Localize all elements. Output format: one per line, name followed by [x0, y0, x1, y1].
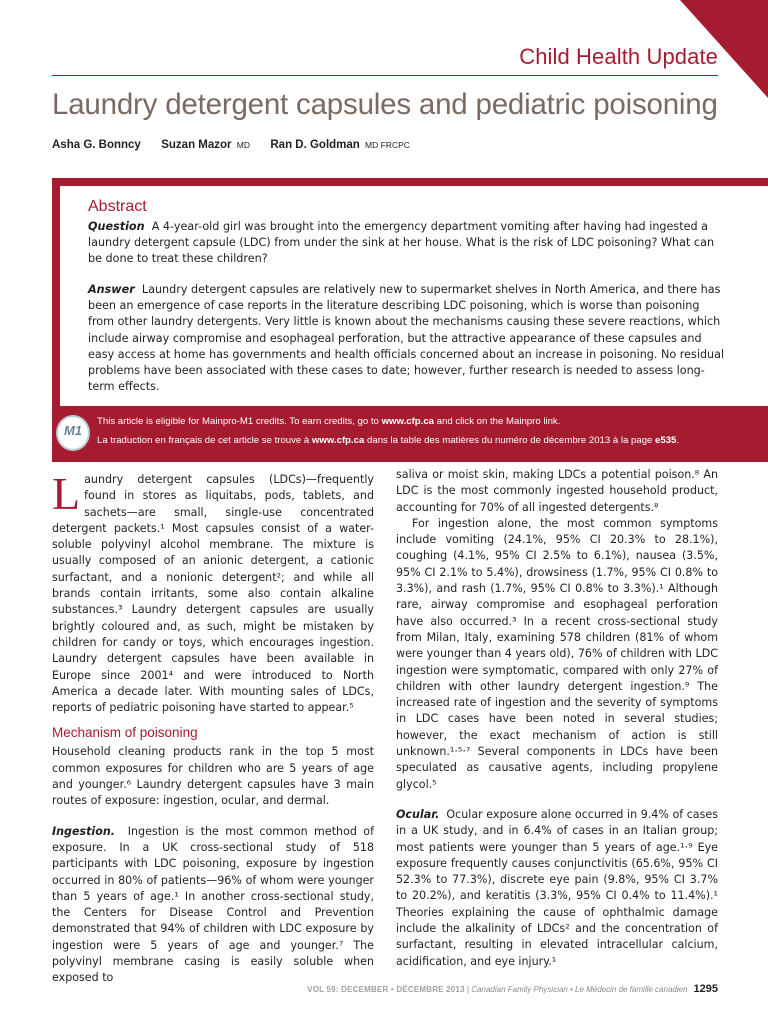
ingestion-paragraph: Ingestion. Ingestion is the most common method of exposure. In a UK cross-sectional study of 518 participants with LDC poisoning, exposure by ingestion occurred in 80% of patients—96% of whom were younger than 5 years of age.¹ In another cross-sectional study, the Centers for Disease Control and Prevention demonstrated that 94% of children with LDC exposure by ingestion were 5 years of age and younger.⁷ The polyvinyl membrane casing is easily soluble when exposed to: [52, 824, 374, 985]
volume-info: VOL 59: DECEMBER • DÉCEMBRE 2013: [307, 985, 465, 994]
mechanism-paragraph: Household cleaning products rank in the top 5 most common exposures for children who are 5 years of age and younger.⁶ Laundry detergent capsules have 3 main routes of exposure: ingestion, ocular, and dermal.: [52, 745, 374, 808]
abstract-answer: [88, 282, 728, 395]
question-label: Question: [88, 220, 145, 233]
french-page-ref: e535: [655, 435, 677, 446]
ingestion-continuation: saliva or moist skin, making LDCs a potential poison.⁸ An LDC is the most commonly ingested household product, accounting for 70% of all ingested detergents.⁸: [396, 468, 718, 514]
author-name: Suzan Mazor: [161, 139, 232, 151]
abstract-heading: Abstract: [88, 198, 147, 215]
page-footer: VOL 59: DECEMBER • DÉCEMBRE 2013 | Canadian Family Physician • Le Médecin de famille canadien 1295: [307, 983, 718, 995]
intro-paragraph: Laundry detergent capsules (LDCs)—frequently found in stores as liquitabs, pods, tablets, and sachets—are small, single-use concentrated detergent packets.¹ Most capsules consist of a water-soluble polyvinyl alcohol membrane. The mixture is usually composed of an anionic detergent, a cationic surfactant, and a nonionic detergent²; and while all brands contain irritants, some also contain alkaline substances.³ Laundry detergent capsules are usually brightly coloured and, as such, might be mistaken by children for candy or toys, which encourages ingestion. Laundry detergent capsules have been available in Europe since 2001⁴ and were introduced to North America a decade later. With mounting sales of LDCs, reports of pediatric poisoning have started to appear.⁵: [52, 468, 374, 715]
credits-line-french: La traduction en français de cet article se trouve à www.cfp.ca dans la table des matières du numéro de décembre 2013 à la page e535.: [97, 435, 680, 446]
credits-line-english: This article is eligible for Mainpro-M1 credits. To earn credits, go to www.cfp.ca and click on the Mainpro link.: [97, 416, 561, 427]
author-credentials: MD FRCPC: [365, 140, 410, 150]
author-name: Ran D. Goldman: [270, 139, 360, 151]
author-credentials: MD: [236, 140, 250, 150]
subheading-ocular: Ocular.: [396, 807, 440, 821]
series-title: Child Health Update: [519, 44, 718, 69]
cfp-link[interactable]: www.cfp.ca: [311, 435, 365, 446]
author-list: [52, 139, 410, 151]
abstract-box: [52, 178, 768, 462]
body-column-left: [52, 468, 374, 987]
answer-text: Laundry detergent capsules are relatively new to supermarket shelves in North America, and there has been an emergence of case reports in the literature describing LDC poisoning, which is worse than poisoning from other laundry detergents. Very little is known about the mechanisms causing these severe reactions, which include airway compromise and esophageal perforation, but the attractive appearance of these capsules and easy access at home has governments and health officials concerned about an increase in poisoning. No residual problems have been associated with these cases to date; however, further research is needed to assess long-term effects.: [88, 283, 725, 394]
abstract-content: [60, 186, 768, 406]
cfp-link[interactable]: www.cfp.ca: [381, 416, 434, 427]
header-rule: [52, 75, 718, 76]
article-title: Laundry detergent capsules and pediatric poisoning: [52, 88, 718, 121]
answer-label: Answer: [88, 283, 135, 296]
credits-band: [52, 406, 768, 462]
section-heading: Mechanism of poisoning: [52, 725, 198, 741]
drop-cap: L: [52, 468, 81, 519]
question-text: A 4-year-old girl was brought into the emergency department vomiting after having had ingested a laundry detergent capsule (LDC) from under the sink at her house. What is the risk of LDC poisoning? What can be done to treat these children?: [88, 220, 715, 266]
page-number: 1295: [693, 983, 718, 995]
subheading-ingestion: Ingestion.: [52, 824, 115, 838]
journal-name: Canadian Family Physician • Le Médecin de famille canadien: [471, 985, 688, 994]
abstract-question: [88, 219, 728, 268]
symptoms-paragraph: For ingestion alone, the most common symptoms include vomiting (24.1%, 95% CI 20.3% to 28.1%), coughing (4.1%, 95% CI 2.5% to 6.1%), nausea (3.5%, 95% CI 2.1% to 5.4%), drowsiness (1.7%, 95% CI 0.8% to 3.3%), and rash (1.7%, 95% CI 0.8% to 3.3%).¹ Although rare, airway compromise and esophageal perforation have also occurred.³ In a recent cross-sectional study from Milan, Italy, examining 578 children (81% of whom were younger than 4 years old), 76% of children with LDC ingestion were symptomatic, compared with only 27% of children with other laundry detergent ingestion.⁹ The increased rate of ingestion and the severity of symptoms in LDC cases have been noted in several studies; however, the exact mechanism of action is still unknown.¹·⁵·⁷ Several components in LDCs have been speculated as causative agents, including propylene glycol.⁵: [396, 516, 718, 791]
ocular-paragraph: Ocular. Ocular exposure alone occurred in 9.4% of cases in a UK study, and in 6.4% of cases in an Italian group; most patients were younger than 5 years of age.¹·⁹ Eye exposure frequently causes conjunctivitis (65.6%, 95% CI 52.3% to 77.3%), discrete eye pain (9.8%, 95% CI 3.7% to 20.2%), and keratitis (3.3%, 95% CI 0.4% to 11.4%).¹ Theories explaining the cause of ophthalmic damage include the alkalinity of LDCs² and the concentration of surfactant, resulting in elevated intracellular calcium, acidification, and eye injury.¹: [396, 807, 718, 968]
mainpro-m1-icon: M1: [56, 415, 90, 451]
body-column-right: [396, 467, 718, 970]
author-name: Asha G. Bonncy: [52, 139, 141, 151]
